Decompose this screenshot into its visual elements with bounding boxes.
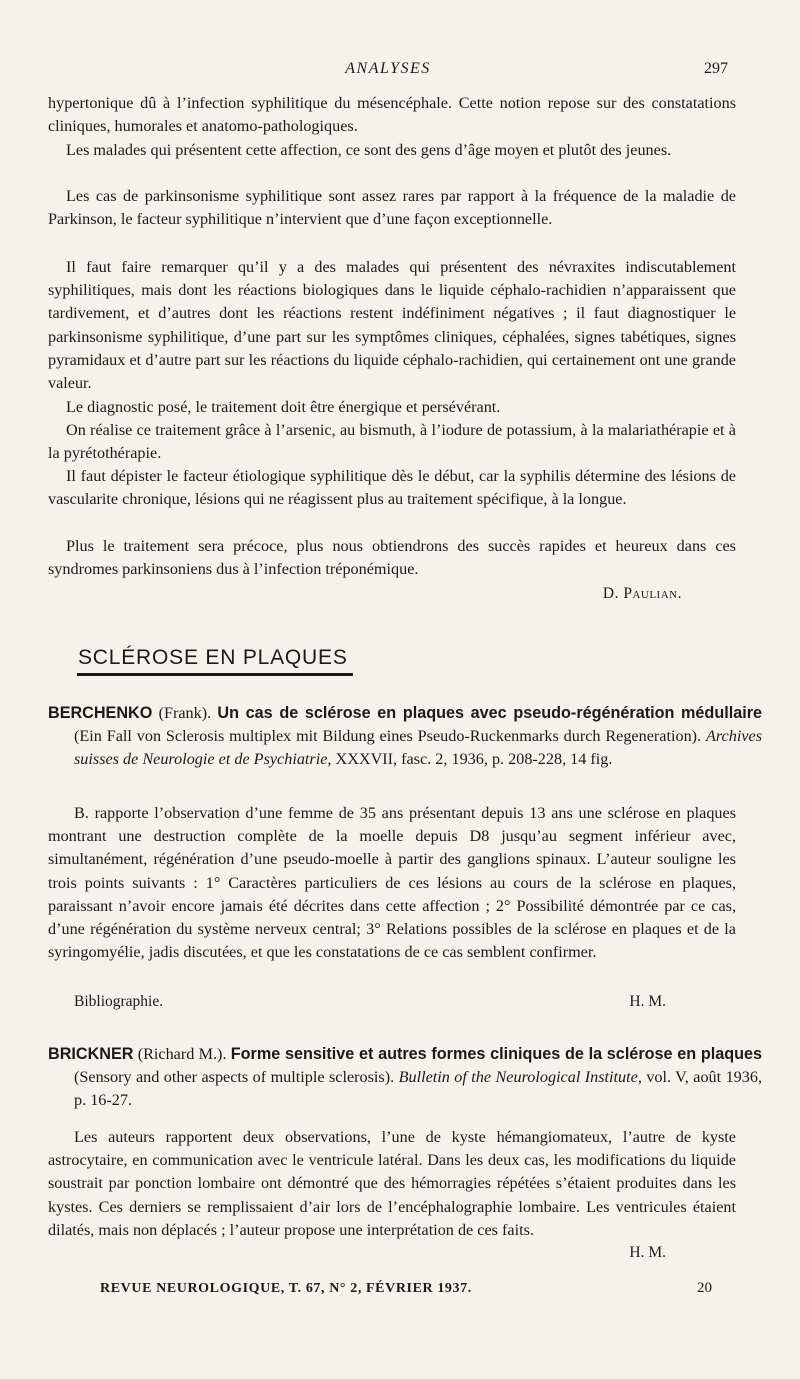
section-underline (77, 673, 353, 676)
entry-original-title: (Ein Fall von Sclerosis multiplex mit Bildung eines Pseudo-Ruckenmarks durch Regeneration). (74, 727, 702, 746)
entry-journal: Archives suisses de Neurologie et de Psychiatrie, (74, 727, 763, 769)
entry-author: BRICKNER (48, 1045, 134, 1063)
entry-original-title: (Sensory and other aspects of multiple sclerosis). (74, 1068, 395, 1087)
entry-signature: H. M. (629, 993, 666, 1010)
footer-journal-citation: REVUE NEUROLOGIQUE, T. 67, N° 2, FÉVRIER 1937. (100, 1281, 472, 1296)
entry-title: Un cas de sclérose en plaques avec pseudo-régénération médullaire (217, 704, 763, 722)
section-heading: SCLÉROSE EN PLAQUES (78, 646, 348, 669)
paragraph: Les cas de parkinsonisme syphilitique sont assez rares par rapport à la fréquence de la maladie de Parkinson, le facteur syphilitique n’intervient que d’une façon exceptionnelle. (48, 187, 736, 229)
entry-journal: Bulletin of the Neurological Institute, (398, 1068, 642, 1087)
entry-title: Forme sensitive et autres formes cliniques de la sclérose en plaques (230, 1045, 763, 1063)
entry-citation (48, 702, 762, 772)
paragraph: Plus le traitement sera précoce, plus nous obtiendrons des succès rapides et heureux dans ces syndromes parkinsoniens dus à l’infection tréponémique. (48, 537, 736, 579)
entry-reference: XXXVII, fasc. 2, 1936, p. 208-228, 14 fig. (335, 750, 613, 769)
paragraph: Le diagnostic posé, le traitement doit être énergique et persévérant. (66, 398, 501, 416)
entry-bibliography: Bibliographie. (74, 993, 164, 1010)
entry-signature: H. M. (629, 1244, 666, 1261)
paragraph-continuation: hypertonique dû à l’infection syphilitique du mésencéphale. Cette notion repose sur des constatations cliniques, humorales et anatomo-pathologiques. (48, 94, 736, 136)
page-footer (100, 1281, 712, 1297)
entry-author-given: (Richard M.). (137, 1045, 227, 1063)
footer-page-number: 20 (697, 1280, 712, 1296)
entry-citation (48, 1043, 762, 1113)
entry-author: BERCHENKO (48, 704, 153, 722)
running-head-title: ANALYSES (345, 60, 431, 77)
paragraph: Il faut faire remarquer qu’il y a des malades qui présentent des névraxites indiscutablement syphilitiques, mais dont les réactions biologiques dans le liquide céphalo-rachidien n’apparaissent que tardivement, et d’autres dont les réactions restent indéfiniment négatives ; il faut diagnostiquer le parkinsonisme syphilitique, d’une part sur les symptômes cliniques, céphalées, signes tabétiques, signes pyramidaux et d’autre part sur les réactions du liquide céphalo-rachidien, qui certainement ont une grande valeur. (48, 258, 736, 393)
paragraph: Les malades qui présentent cette affection, ce sont des gens d’âge moyen et plutôt des jeunes. (66, 141, 672, 159)
page-number: 297 (704, 60, 728, 77)
paragraph: On réalise ce traitement grâce à l’arsenic, au bismuth, à l’iodure de potassium, à la malariathérapie et à la pyrétothérapie. (48, 421, 736, 463)
signature-paulian: D. Paulian. (602, 585, 682, 602)
entry-author-given: (Frank). (158, 704, 212, 722)
running-head (48, 60, 728, 82)
entry-abstract: Les auteurs rapportent deux observations, l’une de kyste hémangiomateux, l’autre de kyste astrocytaire, en communication avec le ventricule latéral. Dans les deux cas, les modifications du liquide soustrait par ponction lombaire ont démontré que des hémorragies répétées s’étaient produites dans les kystes. Ces derniers se remplissaient d’air lors de l’encéphalographie lombaire. Les ventricules étaient dilatés, mais non déplacés ; l’auteur propose une interprétation de ces faits. (48, 1128, 736, 1239)
entry-reference: vol. V, août 1936, p. 16-27. (74, 1068, 762, 1110)
paragraph: Il faut dépister le facteur étiologique syphilitique dès le début, car la syphilis détermine des lésions de vascularite chronique, lésions qui ne réagissent plus au traitement spécifique, à la longue. (48, 467, 736, 509)
entry-abstract: B. rapporte l’observation d’une femme de 35 ans présentant depuis 13 ans une sclérose en plaques montrant une destruction complète de la moelle depuis D8 jusqu’au segment inférieur avec, simultanément, régénération d’une pseudo-moelle à partir des ganglions spinaux. L’auteur souligne les trois points suivants : 1° Caractères particuliers de ces lésions au cours de la sclérose en plaques, paraissant n’avoir encore jamais été décrites dans cette affection ; 2° Possibilité démontrée par ce cas, d’une régénération du système nerveux central; 3° Relations possibles de la sclérose en plaques et de la syringomyélie, jadis discutées, et que les constatations de ce cas semblent confirmer. (48, 804, 736, 962)
